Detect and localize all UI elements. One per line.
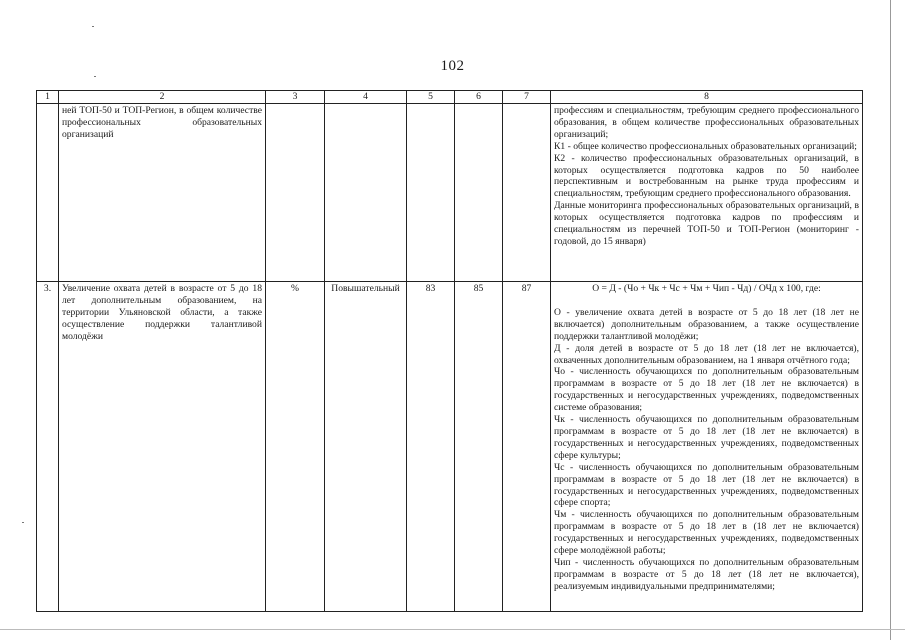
indicator-name-cell: ней ТОП-50 и ТОП-Регион, в общем количестве профессиональных образовательных организаций xyxy=(59,104,266,282)
value-cell xyxy=(407,104,455,282)
table-row xyxy=(37,282,863,612)
unit-cell: % xyxy=(266,282,325,612)
description-paragraph: Чк - численность обучающихся по дополнительным образовательным программам в возрасте от 5 до 18 лет (18 лет не включается) в государственных и негосударственных учреждениях, подведомственных сфере культуры; xyxy=(554,414,859,461)
description-paragraph: К1 - общее количество профессиональных образовательных организаций; xyxy=(554,140,857,152)
header-cell: 8 xyxy=(551,91,863,104)
indicator-name-cell: Увеличение охвата детей в возрасте от 5 до 18 лет дополнительным образованием, на территории Ульяновской области, а также осуществление поддержки талантливой молодёжи xyxy=(59,282,266,612)
description-paragraph: Чс - численность обучающихся по дополнительным образовательным программам в возрасте от 5 до 18 лет (18 лет не включается) в государственных и негосударственных учреждениях, подведомственных сфере спорта; xyxy=(554,461,859,509)
row-number-cell xyxy=(37,104,59,282)
scan-frame-edge xyxy=(890,0,891,640)
unit-cell xyxy=(266,104,325,282)
header-cell: 4 xyxy=(325,91,407,104)
description-paragraph: Чм - численность обучающихся по дополнительным образовательным программам в возрасте от 5 до 18 лет в (18 лет не включается) государственных и негосударственных учреждениях, подведомственных сфере молодёжной работы; xyxy=(554,509,859,557)
scan-frame-bottom xyxy=(0,629,905,630)
value-cell xyxy=(455,104,503,282)
description-paragraph: Данные мониторинга профессиональных образовательных организаций, в которых осуществляется подготовка кадров по профессиям и специальностям из перечней ТОП-50 и ТОП-Регион (мониторинг - годовой, до 15 января) xyxy=(554,200,859,247)
scan-speck xyxy=(92,26,94,27)
header-cell: 1 xyxy=(37,91,59,104)
header-cell: 3 xyxy=(266,91,325,104)
scan-speck xyxy=(22,522,24,523)
description-paragraph: профессиям и специальностям, требующим среднего профессионального образования, в общем количестве профессиональных образовательных организаций; xyxy=(554,105,859,140)
type-cell: Повышательный xyxy=(325,282,407,612)
header-cell: 6 xyxy=(455,91,503,104)
header-cell: 2 xyxy=(59,91,266,104)
scan-speck xyxy=(94,76,96,77)
description-paragraph: Д - доля детей в возрасте от 5 до 18 лет (18 лет не включается), охваченных дополнительным образованием, на 1 января отчётного года; xyxy=(554,342,859,366)
row-number-cell: 3. xyxy=(37,282,59,612)
description-paragraph: Чип - численность обучающихся по дополнительным образовательным программам в возрасте от 5 до 18 лет (18 лет не включается), реализуемым индивидуальными предпринимателями; xyxy=(554,556,859,592)
description-paragraph: К2 - количество профессиональных образовательных организаций, в которых осуществляется подготовка кадров по 50 наиболее перспективным и востребованным на рынке труда профессиям и специальностям, требующим среднего профессионального образования. xyxy=(554,152,859,200)
method-description-cell xyxy=(551,104,863,282)
value-cell: 85 xyxy=(455,282,503,612)
header-cell: 5 xyxy=(407,91,455,104)
method-description-cell xyxy=(551,282,863,612)
table-row xyxy=(37,104,863,282)
description-paragraph: О - увеличение охвата детей в возрасте от 5 до 18 лет (18 лет не включается) дополнительным образованием, а также осуществление поддержки талантливой молодёжи; xyxy=(554,306,859,342)
header-cell: 7 xyxy=(503,91,551,104)
value-cell: 87 xyxy=(503,282,551,612)
type-cell xyxy=(325,104,407,282)
indicator-table xyxy=(36,90,863,612)
header-row xyxy=(37,91,863,104)
value-cell xyxy=(503,104,551,282)
page-number: 102 xyxy=(440,58,465,74)
formula: О = Д - (Чо + Чк + Чс + Чм + Чип - Чд) / ОЧд х 100, где: xyxy=(592,283,821,294)
description-paragraph: Чо - численность обучающихся по дополнительным образовательным программам в возрасте от 5 до 18 лет (18 лет не включается) в государственных и негосударственных учреждениях, подведомственных системе образования; xyxy=(554,366,859,414)
value-cell: 83 xyxy=(407,282,455,612)
